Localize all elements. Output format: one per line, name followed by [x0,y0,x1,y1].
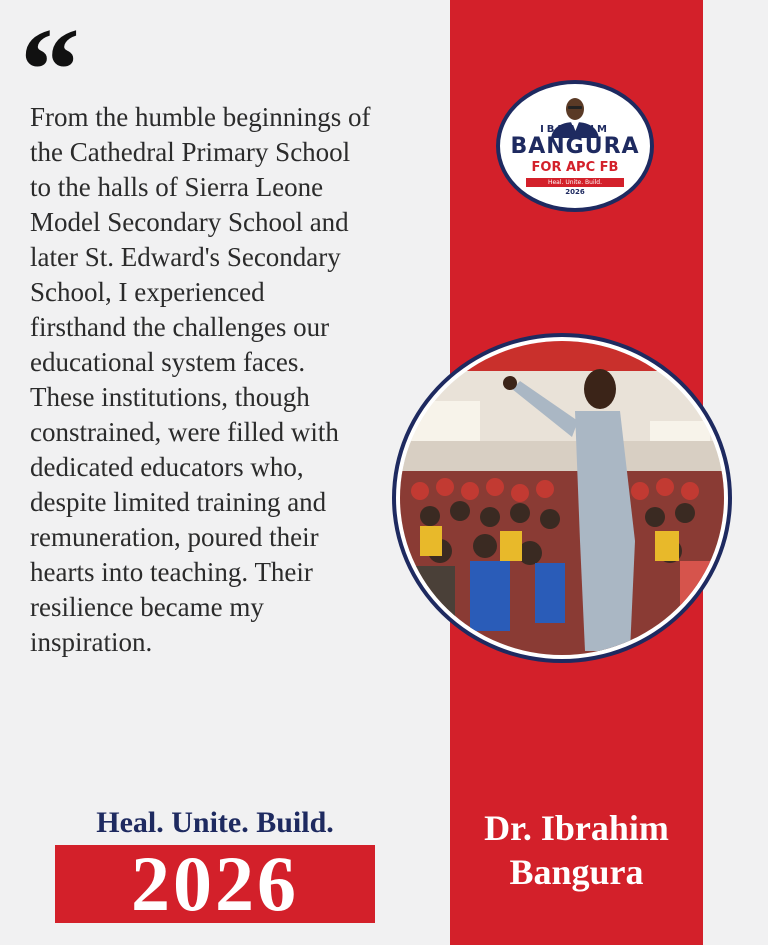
quote-line: dedicated educators who, [30,452,304,482]
quote-line: hearts into teaching. Their [30,557,313,587]
candidate-name-line1: Dr. Ibrahim [484,808,669,848]
quote-line: School, I experienced [30,277,265,307]
quote-line: later St. Edward's Secondary [30,242,341,272]
logo-tagline: Heal. Unite. Build. [526,178,624,187]
quote-text [30,100,450,660]
logo-surname: BANGURA [510,134,640,159]
quote-line: From the humble beginnings of [30,102,371,132]
campaign-logo [496,80,654,212]
candidate-name [450,806,703,894]
quote-line: These institutions, though [30,382,310,412]
candidate-photo [392,333,732,663]
quote-line: educational system faces. [30,347,306,377]
logo-year: 2026 [565,188,585,196]
quote-line: despite limited training and [30,487,327,517]
quote-line: the Cathedral Primary School [30,137,351,167]
quote-line: resilience became my [30,592,264,622]
logo-subtitle: FOR APC FB [531,160,619,175]
year-text: 2026 [131,840,299,927]
year-banner [55,840,375,927]
audience-scene-image [400,341,724,655]
slogan-text: Heal. Unite. Build. [96,806,334,839]
quote-line: firsthand the challenges our [30,312,330,342]
quote-line: remuneration, poured their [30,522,319,552]
quote-mark-icon: “ [20,3,74,136]
candidate-name-line2: Bangura [509,852,644,892]
quote-line: inspiration. [30,627,153,657]
quote-line: constrained, were filled with [30,417,339,447]
logo-first-name: IBRAHIM [540,124,610,135]
quote-line: Model Secondary School and [30,207,349,237]
quote-line: to the halls of Sierra Leone [30,172,324,202]
